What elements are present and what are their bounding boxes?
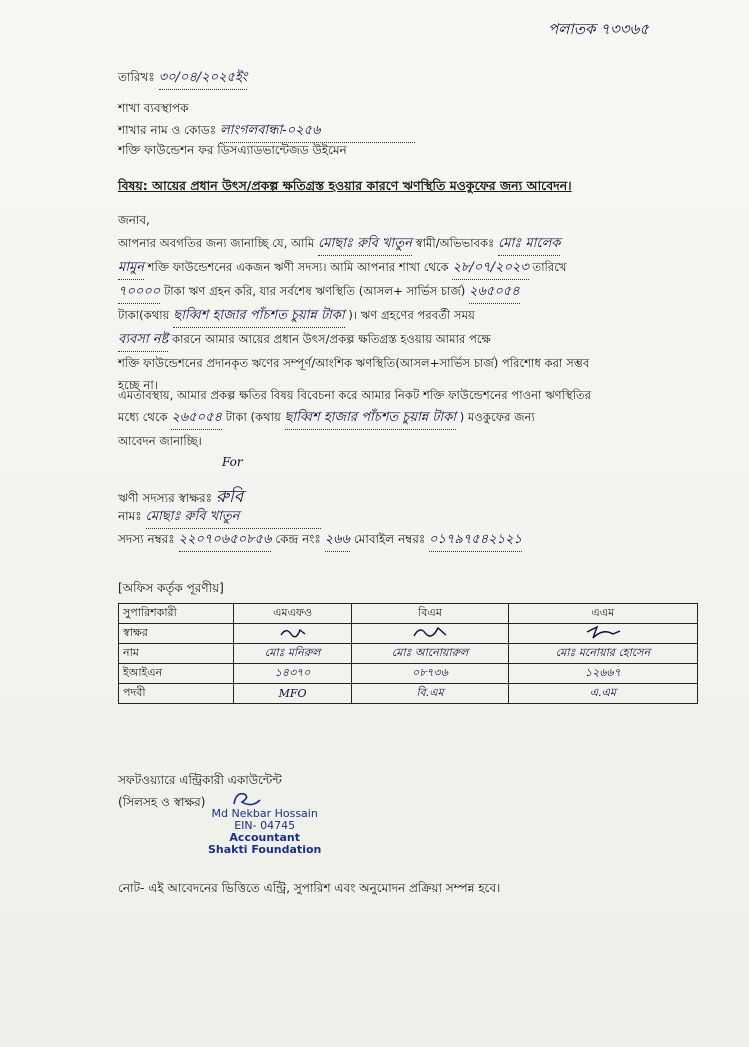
accountant-title: সফটওয়্যারে এন্ট্রিকারী একাউন্টেন্ট [118, 773, 282, 787]
date-line [118, 68, 247, 90]
member-name-value: মোছাঃ রুবি খাতুন [146, 507, 321, 529]
member-name-line [118, 507, 321, 529]
subject-line: বিষয়: আয়ের প্রধান উৎস/প্রকল্প ক্ষতিগ্রস্ত হওয়ার কারণে ঋণস্থিতি মওকুফের জন্য আবেদন। [118, 178, 572, 193]
stamp-title: Accountant [229, 831, 300, 844]
member-details-line [118, 530, 522, 552]
mobile-value: ০১৭৯৭৫৪২১২১ [429, 530, 522, 552]
p2-text-5: আবেদন জানাচ্ছি। [118, 434, 202, 448]
waive-amount-field: ২৬৫০৫৪ [171, 407, 222, 430]
loan-amount-field: ৭০০০০ [118, 281, 160, 304]
designation-am: এ.এম [508, 684, 697, 704]
p1-text-10: হচ্ছে না। [118, 378, 158, 392]
p1-text-1: আপনার অবগতির জন্য জানাচ্ছি যে, আমি [118, 236, 315, 250]
balance-words-field: ছাব্বিশ হাজার পাঁচশত চুয়ান্ন টাকা [173, 305, 344, 328]
p2-text-2: মধ্যে থেকে [118, 410, 168, 424]
center-value: ২৬৬ [325, 530, 350, 552]
branch-line [118, 121, 415, 143]
stamp-org: Shakti Foundation [208, 843, 322, 856]
office-table-row-signature [119, 624, 698, 644]
accountant-stamp [208, 808, 321, 856]
header-mfo: এমএফও [233, 604, 351, 624]
guardian-field-cont: মামুন [118, 257, 144, 280]
row-label-ein: ইআইএন [119, 664, 234, 684]
p1-text-7: )। ঋণ গ্রহণের পরবর্তী সময় [348, 308, 475, 322]
guardian-field: মোঃ মালেক [498, 233, 560, 256]
center-label: কেন্দ্র নংঃ [275, 532, 321, 546]
designation-mfo: MFO [233, 684, 351, 704]
p2-text-4: ) মওকুফের জন্য [459, 410, 535, 424]
accountant-sign-note: (সিলসহ ও স্বাক্ষর) [118, 795, 206, 809]
signature-scribble-icon [583, 624, 623, 640]
stamp-name: Md Nekbar Hossain [211, 807, 318, 820]
balance-field: ২৬৫০৫৪ [469, 281, 520, 304]
date-label: তারিখঃ [118, 70, 155, 84]
date-value: ৩০/০৪/২০২৫ইং [159, 68, 248, 90]
p1-text-5: টাকা ঋণ গ্রহন করি, যার সর্বশেষ ঋণস্থিতি (আসল+ সার্ভিস চার্জ) [163, 284, 466, 298]
loan-date-field: ২৮/০৭/২০২৩ [452, 257, 528, 280]
member-no-label: সদস্য নম্বরঃ [118, 532, 175, 546]
signature-label: ঋণী সদস্যর স্বাক্ষরঃ [118, 491, 212, 505]
header-am: এএম [508, 604, 697, 624]
footer-note: নোট- এই আবেদনের ভিত্তিতে এন্ট্রি, সুপারিশ এবং অনুমোদন প্রক্রিয়া সম্পন্ন হবে। [118, 881, 501, 895]
recipient-title: শাখা ব্যবস্থাপক [118, 101, 189, 115]
p1-text-6: টাকা(কথায় [118, 308, 170, 322]
p1-text-3: শক্তি ফাউন্ডেশনের একজন ঋণী সদস্য। আমি আপনার শাখা থেকে [147, 260, 449, 274]
for-note: For [222, 455, 243, 469]
office-table-row-designation [119, 684, 698, 704]
p2-text-1: এমতাবস্থায়, আমার প্রকল্প ক্ষতির বিষয় বিবেচনা করে আমার নিকট শক্তি ফাউন্ডেশনের পাওনা ঋণস্থিতির [118, 388, 592, 402]
header-bm: বিএম [352, 604, 509, 624]
office-table-row-name [119, 644, 698, 664]
member-signature: রুবি [215, 487, 244, 507]
row-label-signature: স্বাক্ষর [119, 624, 234, 644]
stamp-ein: EIN- 04745 [234, 819, 296, 832]
salutation: জনাব, [118, 213, 150, 227]
paragraph-2 [118, 384, 696, 452]
p1-text-2: স্বামী/অভিভাবকঃ [415, 236, 495, 250]
ein-bm: ০৮৭৩৬ [352, 664, 509, 684]
member-no-value: ২২০৭০৬৫০৮৫৬ [179, 530, 272, 552]
p2-text-3: টাকা (কথায় [225, 410, 281, 424]
ein-am: ১২৬৬৭ [508, 664, 697, 684]
p1-text-4: তারিখে [532, 260, 567, 274]
office-table-row-ein [119, 664, 698, 684]
branch-label: শাখার নাম ও কোডঃ [118, 123, 217, 137]
signature-bm [352, 624, 509, 644]
name-label: নামঃ [118, 509, 142, 523]
serial-number: পলাতক ৭৩৩৬৫ [548, 20, 649, 38]
member-name-field: মোছাঃ রুবি খাতুন [318, 233, 412, 256]
name-bm: মোঃ আনোয়ারুল [352, 644, 509, 664]
waive-words-field: ছাব্বিশ হাজার পাঁচশত চুয়ান্ন টাকা [285, 407, 456, 430]
row-label-name: নাম [119, 644, 234, 664]
p1-text-9: শক্তি ফাউন্ডেশনের প্রদানকৃত ঋণের সম্পূর্ণ/আংশিক ঋণস্থিতি(আসল+সার্ভিস চার্জ) পরিশোধ করা সম্ভব [118, 356, 590, 370]
paragraph-1 [118, 232, 696, 396]
name-am: মোঃ মনোয়ার হোসেন [508, 644, 697, 664]
signature-scribble-icon [410, 624, 450, 640]
ein-mfo: ১৪৩৭০ [233, 664, 351, 684]
designation-bm: বি.এম [352, 684, 509, 704]
mobile-label: মোবাইল নম্বরঃ [353, 532, 426, 546]
organization-name: শক্তি ফাউন্ডেশন ফর ডিসএ্যাডভান্টেজড উইমেন [118, 143, 347, 157]
row-label-designation: পদবী [119, 684, 234, 704]
p1-text-8: কারনে আমার আয়ের প্রধান উৎস/প্রকল্প ক্ষতিগ্রস্ত হওয়ায় আমার পক্ষে [171, 332, 491, 346]
office-table-header-row [119, 604, 698, 624]
signature-mfo [233, 624, 351, 644]
cause-field: ব্যবসা নষ্ট [118, 329, 168, 352]
office-use-title: [অফিস কর্তৃক পূরণীয়] [118, 581, 224, 595]
branch-value: লাংগলবান্ধা-০২৫৬ [220, 121, 415, 143]
signature-scribble-icon [278, 625, 308, 639]
header-recommender: সুপারিশকারী [119, 604, 234, 624]
signature-am [508, 624, 697, 644]
office-use-table [118, 603, 698, 704]
name-mfo: মোঃ মনিরুল [233, 644, 351, 664]
